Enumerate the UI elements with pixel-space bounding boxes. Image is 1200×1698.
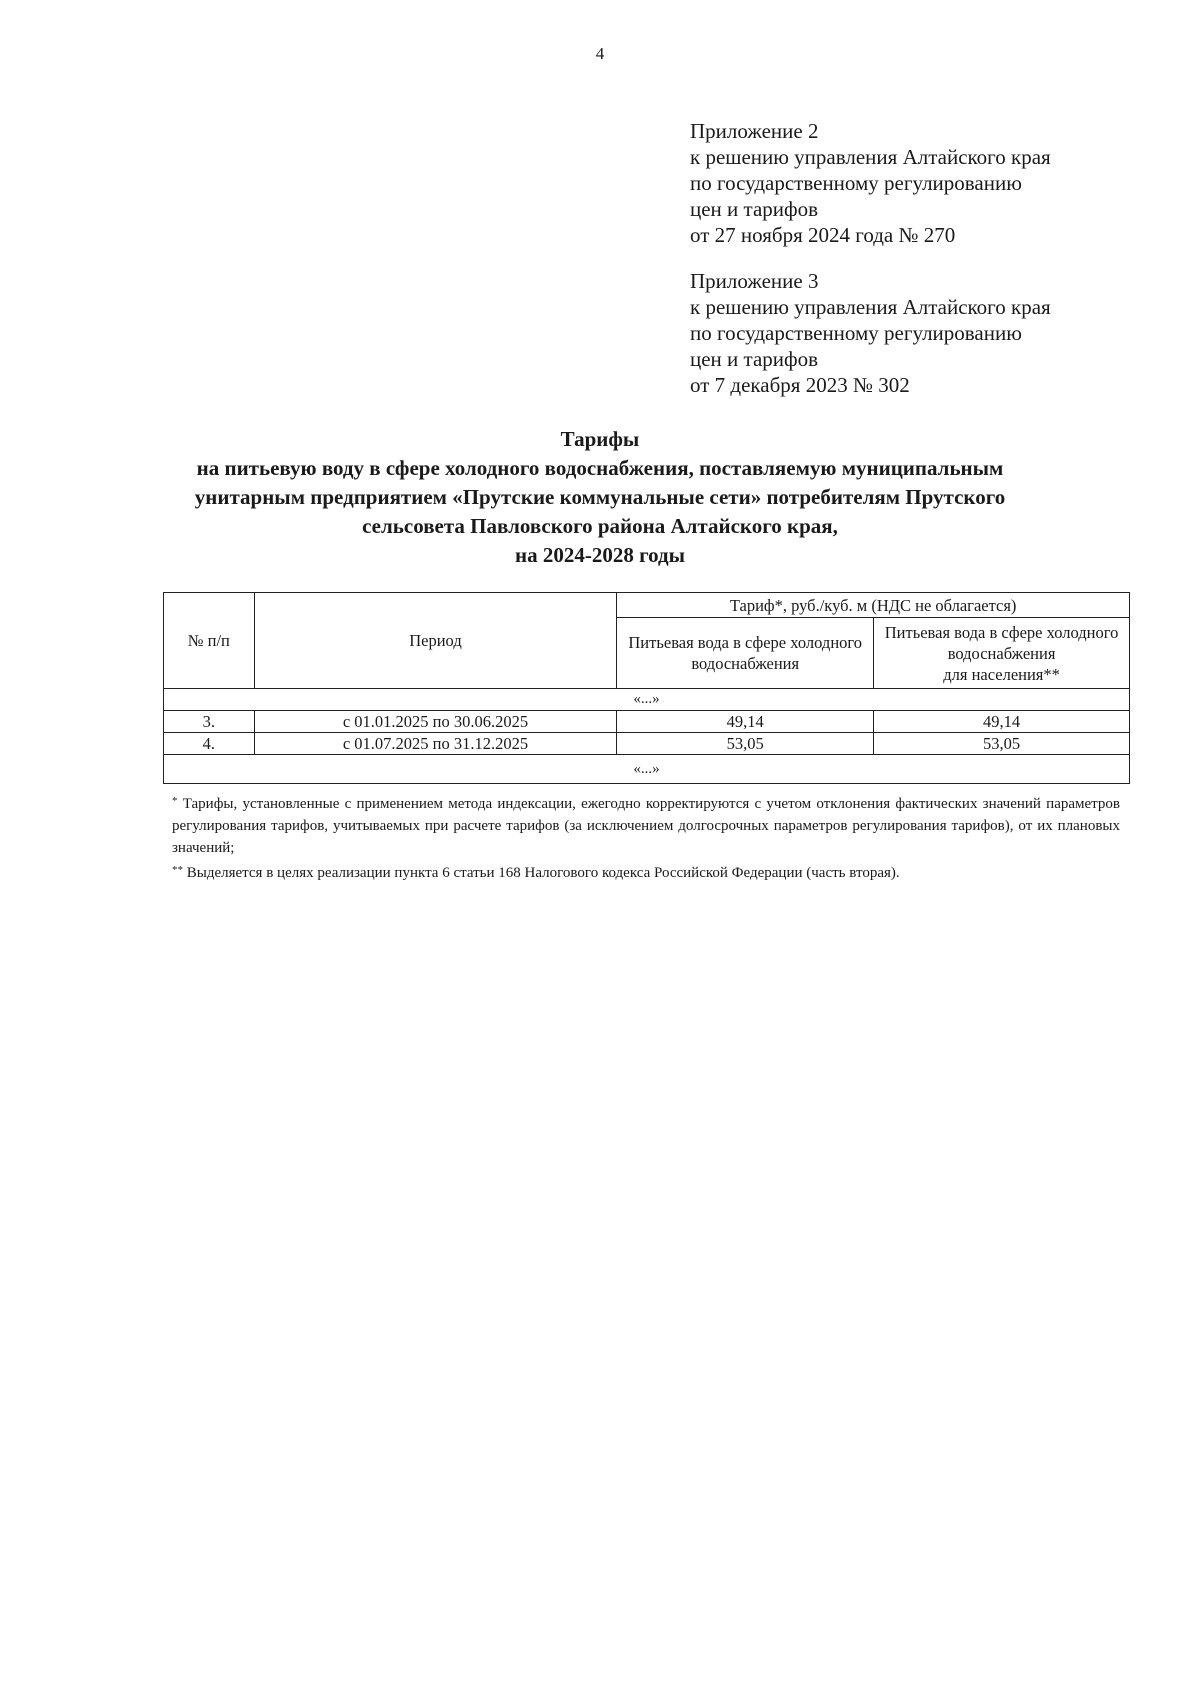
tariff-table bbox=[163, 592, 1130, 784]
appendix-3-header bbox=[690, 268, 1051, 398]
appendix-2-line: цен и тарифов bbox=[690, 197, 819, 221]
title-line: на 2024-2028 годы bbox=[514, 543, 686, 567]
appendix-3-line: цен и тарифов bbox=[690, 347, 819, 371]
title-line: Тарифы bbox=[560, 427, 640, 451]
appendix-2-line: Приложение 2 bbox=[690, 119, 819, 143]
page-number: 4 bbox=[595, 44, 605, 63]
title-line: на питьевую воду в сфере холодного водоснабжения, поставляемую муниципальным bbox=[196, 456, 1004, 480]
row-tariff-a: 53,05 bbox=[617, 733, 874, 755]
appendix-2-line: по государственному регулированию bbox=[690, 171, 1022, 195]
row-period: с 01.07.2025 по 31.12.2025 bbox=[254, 733, 617, 755]
title-line: унитарным предприятием «Прутские коммунальные сети» потребителям Прутского bbox=[194, 485, 1006, 509]
row-number: 4. bbox=[164, 733, 255, 755]
table-row-ellipsis bbox=[164, 689, 1130, 711]
footnote-1 bbox=[172, 790, 1120, 859]
appendix-3-line: от 7 декабря 2023 № 302 bbox=[690, 373, 910, 397]
ellipsis-cell: «...» bbox=[164, 755, 1130, 784]
header-drinking-water-population bbox=[874, 618, 1130, 689]
title-line: сельсовета Павловского района Алтайского края, bbox=[362, 514, 838, 538]
footnotes bbox=[172, 790, 1120, 884]
appendix-2-header bbox=[690, 118, 1051, 248]
row-number: 3. bbox=[164, 711, 255, 733]
table-row bbox=[164, 711, 1130, 733]
row-tariff-b: 53,05 bbox=[874, 733, 1130, 755]
table-header-row bbox=[164, 593, 1130, 618]
header-tariff: Тариф*, руб./куб. м (НДС не облагается) bbox=[617, 593, 1130, 618]
appendix-3-line: Приложение 3 bbox=[690, 269, 819, 293]
footnote-2-text: Выделяется в целях реализации пункта 6 статьи 168 Налогового кодекса Российской Федерации (часть вторая). bbox=[186, 865, 900, 881]
row-tariff-b: 49,14 bbox=[874, 711, 1130, 733]
header-col-b-line2: для населения** bbox=[943, 664, 1060, 684]
table-row-ellipsis bbox=[164, 755, 1130, 784]
header-period: Период bbox=[254, 593, 617, 689]
footnote-2 bbox=[172, 859, 1120, 884]
footnote-1-mark: * bbox=[172, 795, 178, 807]
row-period: с 01.01.2025 по 30.06.2025 bbox=[254, 711, 617, 733]
appendix-2-line: к решению управления Алтайского края bbox=[690, 145, 1051, 169]
header-number: № п/п bbox=[164, 593, 255, 689]
footnote-2-mark: ** bbox=[172, 864, 183, 876]
ellipsis-cell: «...» bbox=[164, 689, 1130, 711]
header-drinking-water: Питьевая вода в сфере холодного водоснабжения bbox=[617, 618, 874, 689]
row-tariff-a: 49,14 bbox=[617, 711, 874, 733]
table-row bbox=[164, 733, 1130, 755]
appendix-2-line: от 27 ноября 2024 года № 270 bbox=[690, 223, 956, 247]
appendix-3-line: по государственному регулированию bbox=[690, 321, 1022, 345]
appendix-3-line: к решению управления Алтайского края bbox=[690, 295, 1051, 319]
document-title bbox=[150, 425, 1050, 570]
header-col-b-line1: Питьевая вода в сфере холодного водоснабжения bbox=[884, 622, 1119, 663]
footnote-1-text: Тарифы, установленные с применением метода индексации, ежегодно корректируются с учетом отклонения фактических значений параметров регулирования тарифов, учитываемых при расчете тарифов (за исключением долгосрочных параметров регулирования тарифов), от их плановых значений; bbox=[172, 796, 1120, 856]
